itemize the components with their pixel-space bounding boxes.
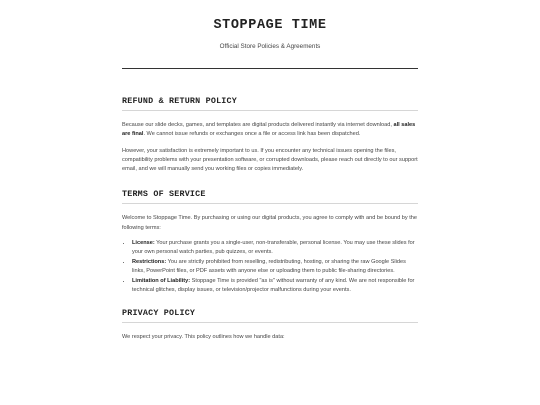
privacy-intro: We respect your privacy. This policy outlines how we handle data:	[122, 334, 285, 341]
terms-item-text: Stoppage Time is provided "as is" without warranty of any kind. We are not responsible for technical glitches, display issues, or television/projector malfunctions during your events.	[132, 278, 415, 294]
refund-heading: REFUND & RETURN POLICY	[122, 96, 418, 111]
terms-item-text: Your purchase grants you a single-user, non-transferable, personal license. You may use these slides for your own personal watch parties, pub quizzes, or events.	[132, 239, 415, 255]
terms-item-label: Restrictions:	[132, 258, 167, 265]
page-subtitle: Official Store Policies & Agreements	[219, 43, 321, 50]
page-title: STOPPAGE TIME	[213, 18, 327, 33]
terms-item-license	[132, 239, 418, 257]
terms-intro: Welcome to Stoppage Time. By purchasing or using our digital products, you agree to comply with and be bound by the following terms:	[122, 215, 417, 231]
refund-section	[122, 96, 418, 174]
terms-item-label: Limitation of Liability:	[132, 278, 191, 285]
refund-paragraph-2: However, your satisfaction is extremely important to us. If you encounter any technical issues opening the files, compatibility problems with your presentation software, or corrupted downloads, please reach out directly to our support email, and we will manually send you working files or copies immediately.	[122, 148, 418, 173]
terms-item-restrictions	[132, 258, 418, 276]
header-divider	[122, 68, 418, 69]
privacy-section	[122, 308, 418, 342]
terms-item-text: You are strictly prohibited from reselling, redistributing, hosting, or sharing the raw Google Slides links, PowerPoint files, or PDF assets with anyone else or uploading them to public file-sharing directories.	[132, 258, 406, 274]
refund-text-a: Because our slide decks, games, and templates are digital products delivered instantly via internet download,	[122, 122, 394, 128]
refund-paragraph-1	[122, 121, 418, 139]
terms-section	[122, 189, 418, 295]
privacy-heading: PRIVACY POLICY	[122, 308, 418, 323]
terms-item-liability	[132, 277, 418, 295]
policy-page	[122, 0, 418, 342]
refund-final-sale: all sales are final	[122, 122, 416, 138]
terms-list	[122, 239, 418, 296]
refund-text-b: . We cannot issue refunds or exchanges once a file or access link has been dispatched.	[143, 131, 361, 138]
terms-item-label: License:	[132, 239, 155, 246]
terms-heading: TERMS OF SERVICE	[122, 189, 418, 204]
